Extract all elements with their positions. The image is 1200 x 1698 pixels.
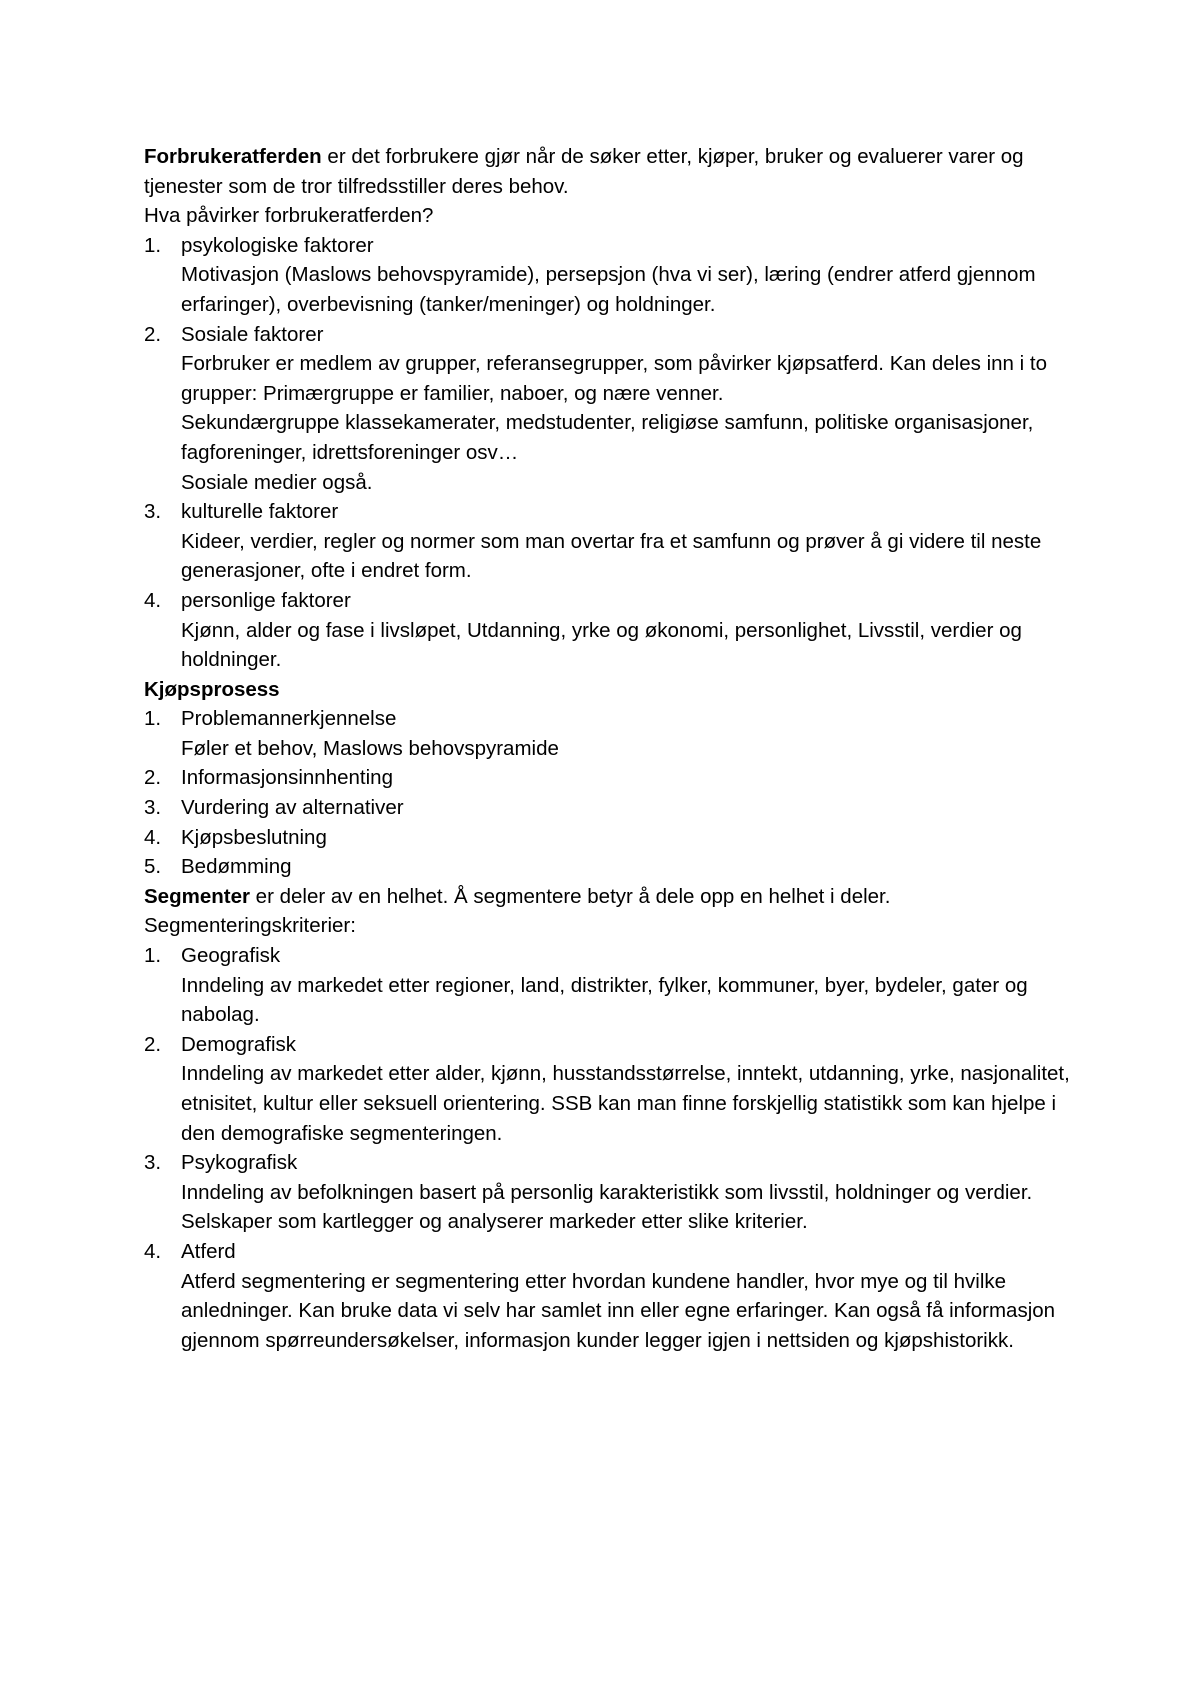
process-steps-list [144, 704, 1080, 882]
process-step [144, 793, 1080, 823]
factor-item [144, 497, 1080, 586]
factor-detail: Sosiale medier også. [181, 470, 373, 494]
criterion-item [144, 941, 1080, 1030]
process-step-number: 2. [144, 766, 162, 790]
process-step-detail: Føler et behov, Maslows behovspyramide [181, 736, 559, 760]
factor-title: personlige faktorer [181, 588, 351, 612]
process-step-number: 3. [144, 796, 162, 820]
process-step-number: 4. [144, 825, 162, 849]
factor-number: 1. [144, 233, 162, 257]
factor-detail: Kideer, verdier, regler og normer som man overtar fra et samfunn og prøver å gi videre til neste generasjoner, ofte i endret form. [181, 529, 1042, 583]
segments-criteria-label: Segmenteringskriterier: [144, 914, 356, 938]
process-step-title: Kjøpsbeslutning [181, 825, 327, 849]
criterion-title: Demografisk [181, 1032, 297, 1056]
intro-term: Forbrukeratferden [144, 145, 322, 168]
criterion-number: 1. [144, 944, 162, 968]
process-step [144, 852, 1080, 882]
process-step [144, 763, 1080, 793]
segments-text: er deler av en helhet. Å segmentere betyr å dele opp en helhet i deler. [249, 884, 891, 908]
factor-number: 4. [144, 588, 162, 612]
intro-text: er det forbrukere gjør når de søker etter, kjøper, bruker og evaluerer varer og tjenester som de tror tilfredsstiller deres behov. [144, 145, 1024, 198]
segments-criteria-list [144, 941, 1080, 1355]
factor-detail: Forbruker er medlem av grupper, referansegrupper, som påvirker kjøpsatferd. Kan deles inn i to grupper: Primærgruppe er familier, naboer, og nære venner. [181, 352, 1047, 405]
criterion-title: Psykografisk [181, 1151, 298, 1175]
criterion-number: 3. [144, 1151, 162, 1175]
factor-item [144, 231, 1080, 320]
factor-number: 3. [144, 500, 162, 524]
criterion-item [144, 1237, 1080, 1355]
factor-detail: Sekundærgruppe klassekamerater, medstudenter, religiøse samfunn, politiske organisasjoner, fagforeninger, idrettsforeninger osv… [181, 411, 1034, 464]
process-step-number: 5. [144, 855, 162, 879]
process-step-title: Bedømming [181, 855, 292, 879]
factor-detail: Motivasjon (Maslows behovspyramide), persepsjon (hva vi ser), læring (endrer atferd gjennom erfaringer), overbevisning (tanker/meninger) og holdninger. [181, 263, 1036, 316]
criterion-detail: Inndeling av befolkningen basert på personlig karakteristikk som livsstil, holdninger og verdier. Selskaper som kartlegger og analyserer markeder etter slike kriterier. [181, 1180, 1033, 1234]
criterion-title: Geografisk [181, 944, 281, 968]
factors-list [144, 231, 1080, 675]
criterion-number: 4. [144, 1239, 162, 1263]
process-step [144, 704, 1080, 763]
factor-detail: Kjønn, alder og fase i livsløpet, Utdanning, yrke og økonomi, personlighet, Livsstil, verdier og holdninger. [181, 618, 1022, 672]
process-step-title: Problemannerkjennelse [181, 707, 397, 731]
criterion-item [144, 1148, 1080, 1237]
intro-question: Hva påvirker forbrukeratferden? [144, 204, 434, 228]
factor-number: 2. [144, 322, 162, 346]
criterion-detail: Inndeling av markedet etter regioner, land, distrikter, fylker, kommuner, byer, bydeler, gater og nabolag. [181, 973, 1028, 1027]
process-step-number: 1. [144, 707, 162, 731]
factor-item [144, 320, 1080, 498]
segments-term: Segmenter [144, 884, 250, 908]
process-heading-text: Kjøpsprosess [144, 677, 280, 701]
segments-paragraph [144, 882, 1080, 912]
factor-title: psykologiske faktorer [181, 233, 374, 257]
process-step-title: Informasjonsinnhenting [181, 766, 393, 790]
process-step [144, 823, 1080, 853]
factor-title: Sosiale faktorer [181, 322, 324, 346]
factor-item [144, 586, 1080, 675]
criterion-number: 2. [144, 1032, 162, 1056]
intro-paragraph [144, 142, 1080, 201]
criterion-title: Atferd [181, 1239, 236, 1263]
process-step-title: Vurdering av alternativer [181, 796, 404, 820]
factor-title: kulturelle faktorer [181, 500, 339, 524]
criterion-item [144, 1030, 1080, 1148]
criterion-detail: Inndeling av markedet etter alder, kjønn, husstandsstørrelse, inntekt, utdanning, yrke, nasjonalitet, etnisitet, kultur eller seksuell orientering. SSB kan man finne forskjellig statistikk som kan hjelpe i den demografiske segmenteringen. [181, 1062, 1070, 1145]
criterion-detail: Atferd segmentering er segmentering etter hvordan kundene handler, hvor mye og til hvilke anledninger. Kan bruke data vi selv har samlet inn eller egne erfaringer. Kan også få informasjon gjennom spørreundersøkelser, informasjon kunder legger igjen i nettsiden og kjøpshistorikk. [181, 1269, 1056, 1352]
process-heading [144, 675, 1080, 705]
